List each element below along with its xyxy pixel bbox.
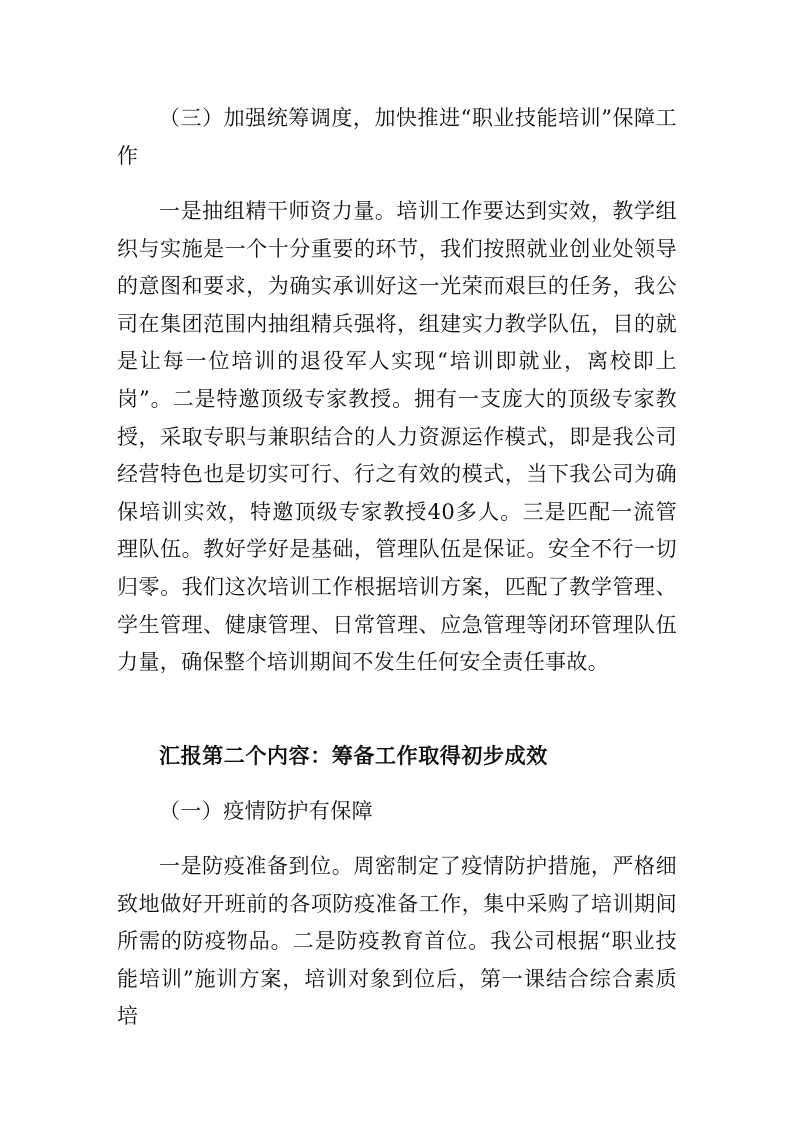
- report-heading-preparation-results: 汇报第二个内容：筹备工作取得初步成效: [159, 744, 548, 768]
- subheading-epidemic-protection: （一）疫情防护有保障: [159, 799, 373, 823]
- body-paragraph-epidemic-prevention: 一是防疫准备到位。周密制定了疫情防护措施，严格细致地做好开班前的各项防疫准备工作，集中采购了培训期间所需的防疫物品。二是防疫教育首位。我公司根据“职业技能培训”施训方案，培训对象到位后，第一课结合综合素质培: [117, 854, 677, 1029]
- section-heading-strengthen-coordination: （三）加强统筹调度，加快推进“职业技能培训”保障工作: [117, 106, 677, 168]
- body-paragraph-teaching-management: 一是抽组精干师资力量。培训工作要达到实效，教学组织与实施是一个十分重要的环节，我们按照就业创业处领导的意图和要求，为确实承训好这一光荣而艰巨的任务，我公司在集团范围内抽组精兵强将，组建实力教学队伍，目的就是让每一位培训的退役军人实现“培训即就业，离校即上岗”。二是特邀顶级专家教授。拥有一支庞大的顶级专家教授，采取专职与兼职结合的人力资源运作模式，即是我公司经营特色也是切实可行、行之有效的模式，当下我公司为确保培训实效，特邀顶级专家教授40多人。三是匹配一流管理队伍。教好学好是基础，管理队伍是保证。安全不行一切归零。我们这次培训工作根据培训方案，匹配了教学管理、学生管理、健康管理、日常管理、应急管理等闭环管理队伍力量，确保整个培训期间不发生任何安全责任事故。: [117, 199, 677, 675]
